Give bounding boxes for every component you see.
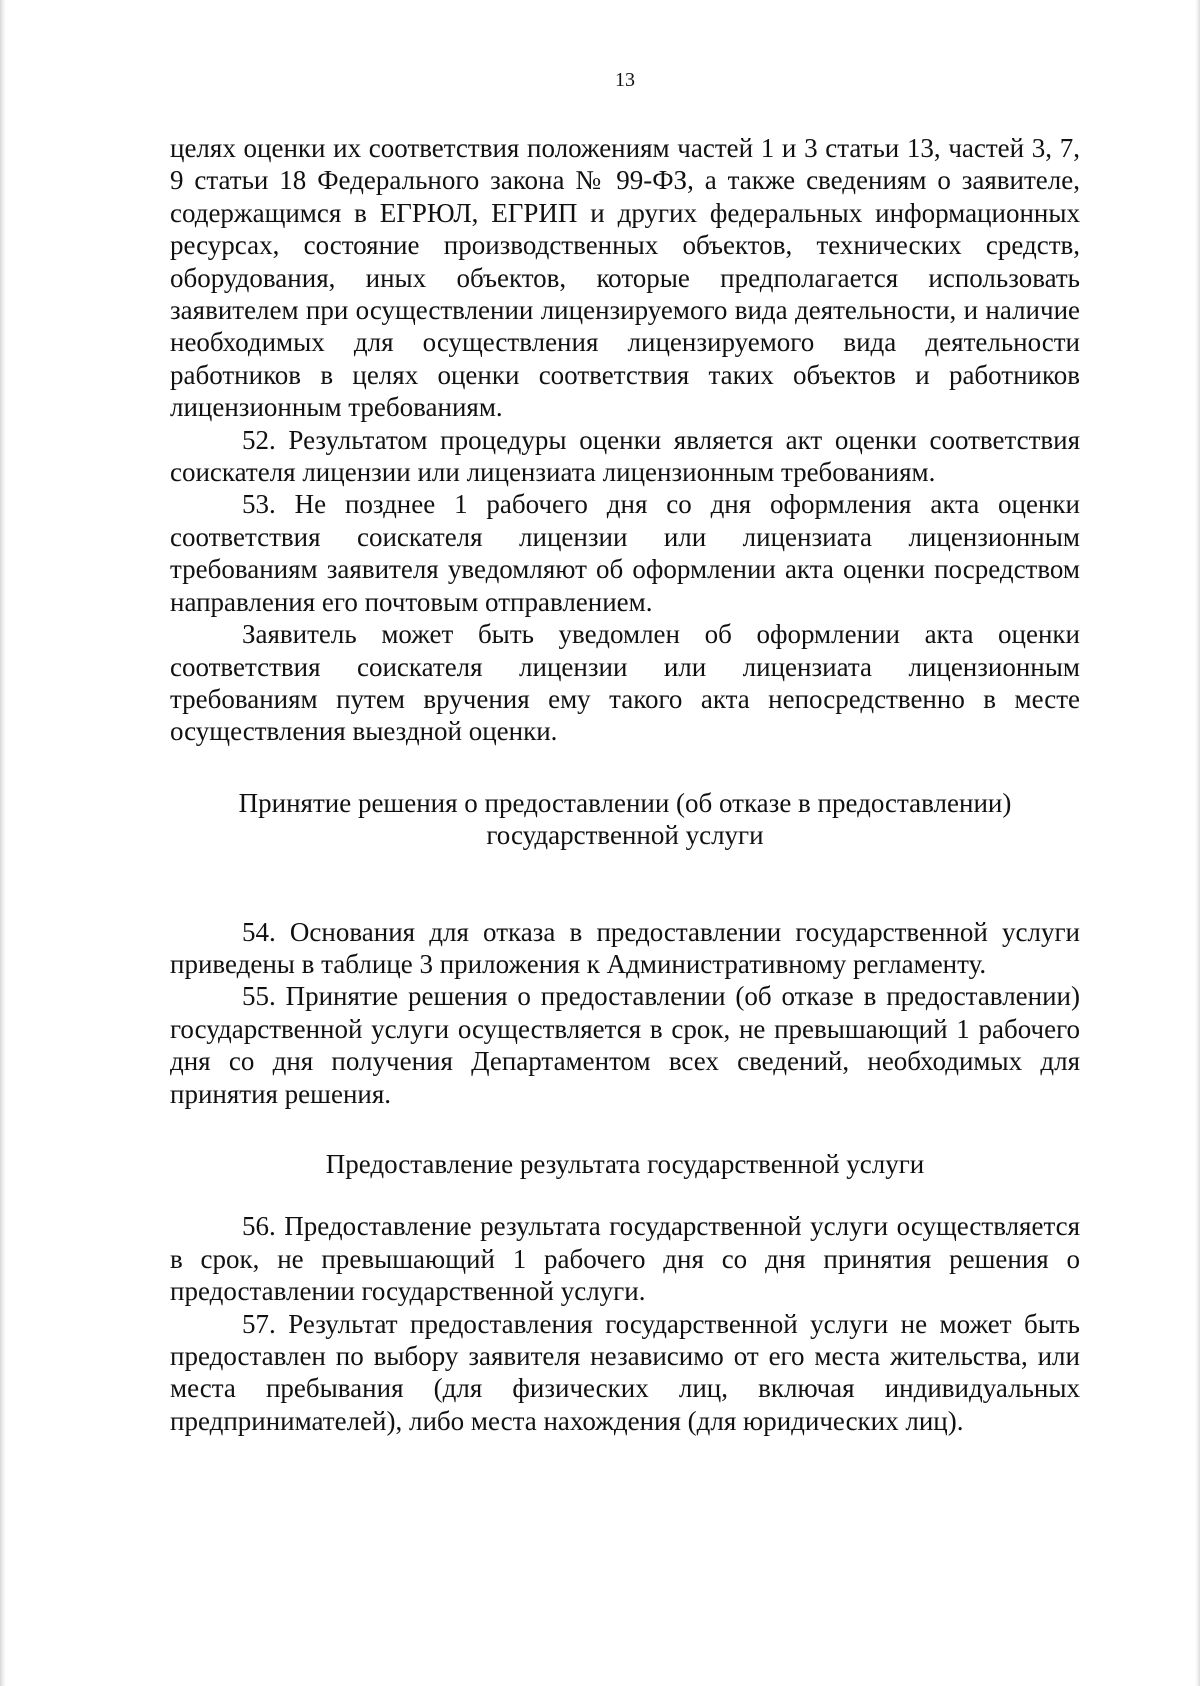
section-heading-decision-line2: государственной услуги [486,820,764,851]
paragraph-applicant-notice: Заявитель может быть уведомлен об оформлении акта оценки соответствия соискателя лицензии или лицензиата лицензионным требованиям путем вручения ему такого акта непосредственно в месте осуществления выездной оценки. [170,619,1080,747]
paragraph-continuation: целях оценки их соответствия положениям частей 1 и 3 статьи 13, частей 3, 7, 9 статьи 18 Федерального закона № 99-ФЗ, а также сведениям о заявителе, содержащимся в ЕГРЮЛ, ЕГРИП и других федеральных информационных ресурсах, состояние производственных объектов, технических средств, оборудования, иных объектов, которые предполагается использовать заявителем при осуществлении лицензируемого вида деятельности, и наличие необходимых для осуществления лицензируемого вида деятельности работников в целях оценки соответствия таких объектов и работников лицензионным требованиям. [170,133,1080,423]
paragraph-57: 57. Результат предоставления государственной услуги не может быть предоставлен по выбору заявителя независимо от его места жительства, или места пребывания (для физических лиц, включая индивидуальных предпринимателей), либо места нахождения (для юридических лиц). [170,1308,1080,1436]
paragraph-52: 52. Результатом процедуры оценки является акт оценки соответствия соискателя лицензии или лицензиата лицензионным требованиям. [170,424,1080,488]
paragraph-56: 56. Предоставление результата государственной услуги осуществляется в срок, не превышающий 1 рабочего дня со дня принятия решения о предоставлении государственной услуги. [170,1211,1080,1307]
scan-edge-right [1195,0,1200,1686]
paragraph-54: 54. Основания для отказа в предоставлении государственной услуги приведены в таблице 3 приложения к Административному регламенту. [170,916,1080,979]
section-heading-decision-line1: Принятие решения о предоставлении (об отказе в предоставлении) [238,787,1012,818]
document-page [170,66,1080,1437]
paragraph-53: 53. Не позднее 1 рабочего дня со дня оформления акта оценки соответствия соискателя лицензии или лицензиата лицензионным требованиям заявителя уведомляют об оформлении акта оценки посредством направления его почтовым отправлением. [170,489,1080,617]
scan-edge-left [0,0,6,1686]
section-heading-decision [170,787,1080,852]
page-number: 13 [615,69,635,91]
section-heading-result: Предоставление результата государственной услуги [325,1148,925,1179]
paragraph-55: 55. Принятие решения о предоставлении (об отказе в предоставлении) государственной услуги осуществляется в срок, не превышающий 1 рабочего дня со дня получения Департаментом всех сведений, необходимых для принятия решения. [170,981,1080,1109]
